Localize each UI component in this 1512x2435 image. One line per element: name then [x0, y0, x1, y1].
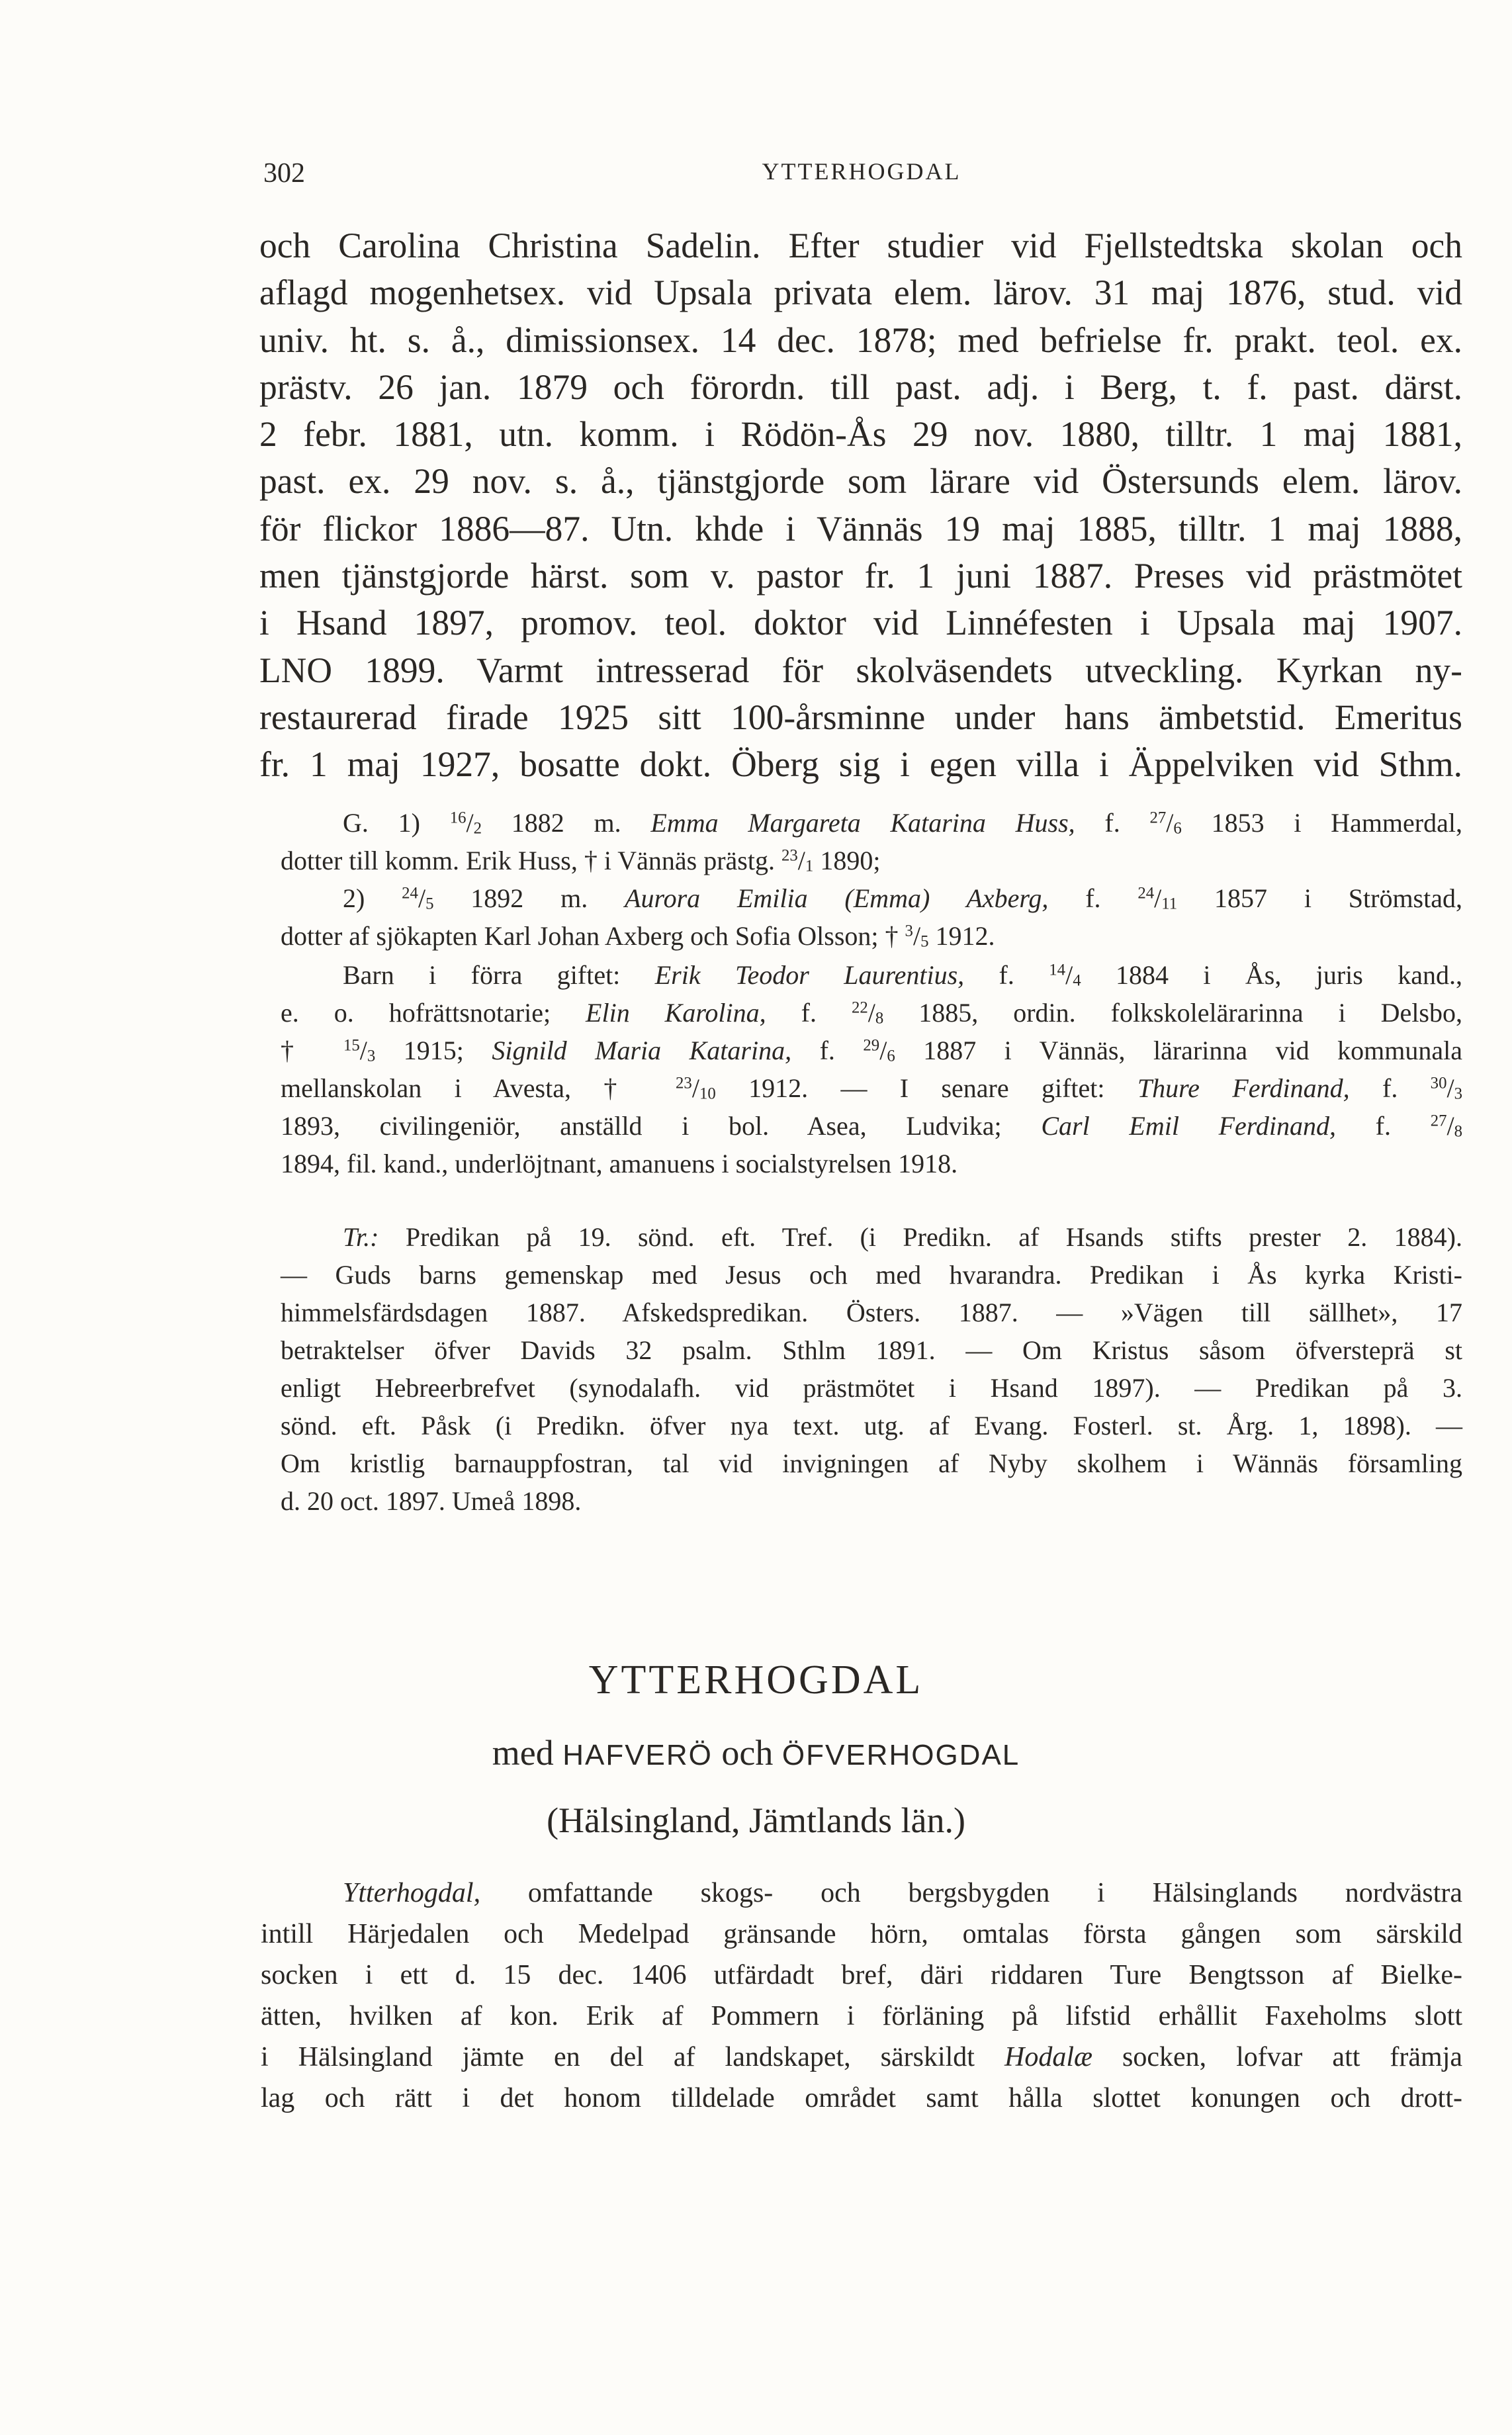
text-line: för flickor 1886—87. Utn. khde i Vännäs 19 maj 1885, tilltr. 1 maj 1888, [259, 508, 1462, 549]
writings-paragraph [281, 1218, 1462, 1520]
children-paragraph [281, 956, 1463, 1182]
text-line: restaurerad firade 1925 sitt 100-årsminne under hans ämbetstid. Emeritus [259, 697, 1462, 737]
section-title: YTTERHOGDAL [588, 1658, 924, 1703]
text-line: betraktelser öfver Davids 32 psalm. Sthlm 1891. — Om Kristus såsom öfversteprä st [281, 1335, 1462, 1365]
text-line: dotter till komm. Erik Huss, † i Vännäs prästg. $^{23}/_1$ 1890; [281, 846, 881, 875]
text-line: G. 1) $^{16}/_2$ 1882 m. Emma Margareta Katarina Huss, f. $^{27}/_6$ 1853 i Hammerdal, [343, 808, 1462, 838]
text-line: sönd. eft. Påsk (i Predikn. öfver nya text. utg. af Evang. Fosterl. st. Årg. 1, 1898). — [281, 1411, 1462, 1440]
text-line: fr. 1 maj 1927, bosatte dokt. Öberg sig i egen villa i Äppelviken vid Sthm. [259, 744, 1462, 785]
text-line: 2 febr. 1881, utn. komm. i Rödön-Ås 29 nov. 1880, tilltr. 1 maj 1881, [259, 414, 1462, 455]
text-line: 1894, fil. kand., underlöjtnant, amanuens i socialstyrelsen 1918. [281, 1149, 958, 1178]
marriages-paragraph [281, 804, 1462, 955]
text-line: enligt Hebreerbrefvet (synodalafh. vid prästmötet i Hsand 1897). — Predikan på 3. [281, 1373, 1462, 1403]
text-line: och Carolina Christina Sadelin. Efter studier vid Fjellstedtska skolan och [259, 226, 1462, 265]
intro-paragraph [261, 1873, 1463, 2119]
text-line: Barn i förra giftet: Erik Teodor Laurentius, f. $^{14}/_4$ 1884 i Ås, juris kand., [343, 960, 1463, 990]
text-line: LNO 1899. Varmt intresserad för skolväsendets utveckling. Kyrkan ny- [259, 650, 1462, 690]
text-line: ätten, hvilken af kon. Erik af Pommern i förläning på lifstid erhållit Faxeholms slott [261, 2001, 1462, 2031]
text-line: mellanskolan i Avesta, † $^{23}/_{10}$ 1912. — I senare giftet: Thure Ferdinand, f. $^{30}/_3$ [281, 1073, 1462, 1103]
text-line: prästv. 26 jan. 1879 och förordn. till past. adj. i Berg, t. f. past. därst. [259, 367, 1462, 407]
text-line: † $^{15}/_3$ 1915; Signild Maria Katarina, f. $^{29}/_6$ 1887 i Vännäs, lärarinna vid kommunala [281, 1036, 1462, 1065]
text-line: intill Härjedalen och Medelpad gränsande hörn, omtalas första gången som särskild [261, 1919, 1462, 1949]
text-line: Om kristlig barnauppfostran, tal vid invigningen af Nyby skolhem i Wännäs församling [281, 1448, 1462, 1478]
page-number: 302 [263, 158, 305, 189]
text-line: Tr.: Predikan på 19. sönd. eft. Tref. (i Predikn. af Hsands stifts prester 2. 1884). [343, 1222, 1462, 1252]
text-line: past. ex. 29 nov. s. å., tjänstgjorde som lärare vid Östersunds elem. lärov. [259, 461, 1462, 502]
biography-paragraph [259, 222, 1462, 789]
text-line: men tjänstgjorde härst. som v. pastor fr. 1 juni 1887. Preses vid prästmötet [259, 556, 1462, 596]
text-line: — Guds barns gemenskap med Jesus och med hvarandra. Predikan i Ås kyrka Kristi- [281, 1260, 1462, 1290]
text-line: i Hälsingland jämte en del af landskapet, särskildt Hodalæ socken, lofvar att främja [261, 2042, 1463, 2072]
text-line: e. o. hofrättsnotarie; Elin Karolina, f. $^{22}/_8$ 1885, ordin. folkskolelärarinna i Delsbo, [281, 998, 1462, 1028]
text-line: lag och rätt i det honom tilldelade området samt hålla slottet konungen och drott- [261, 2083, 1462, 2113]
section-region: (Hälsingland, Jämtlands län.) [547, 1800, 965, 1840]
section-subtitle: med HAFVERÖ och ÖFVERHOGDAL [492, 1733, 1020, 1773]
writings-label: Tr.: [343, 1222, 379, 1252]
text-line: aflagd mogenhetsex. vid Upsala privata elem. lärov. 31 maj 1876, stud. vid [259, 273, 1462, 313]
page-header [263, 157, 1512, 197]
text-line: 2) $^{24}/_5$ 1892 m. Aurora Emilia (Emma) Axberg, f. $^{24}/_{11}$ 1857 i Strömstad, [343, 883, 1462, 913]
running-title: YTTERHOGDAL [762, 158, 961, 185]
text-line: socken i ett d. 15 dec. 1406 utfärdadt bref, däri riddaren Ture Bengtsson af Bielke- [261, 1960, 1462, 1990]
text-line: univ. ht. s. å., dimissionsex. 14 dec. 1878; med befrielse fr. prakt. teol. ex. [259, 320, 1462, 360]
text-line: d. 20 oct. 1897. Umeå 1898. [281, 1486, 582, 1516]
text-line: i Hsand 1897, promov. teol. doktor vid Linnéfesten i Upsala maj 1907. [259, 603, 1462, 643]
text-line: himmelsfärdsdagen 1887. Afskedspredikan. Östers. 1887. — »Vägen till sällhet», 17 [281, 1298, 1462, 1327]
text-line: 1893, civilingeniör, anställd i bol. Asea, Ludvika; Carl Emil Ferdinand, f. $^{27}/_8$ [281, 1111, 1463, 1141]
text-line: Ytterhogdal, omfattande skogs- och bergsbygden i Hälsinglands nordvästra [343, 1878, 1462, 1908]
text-line: dotter af sjökapten Karl Johan Axberg och Sofia Olsson; † $^3/_5$ 1912. [281, 921, 995, 951]
